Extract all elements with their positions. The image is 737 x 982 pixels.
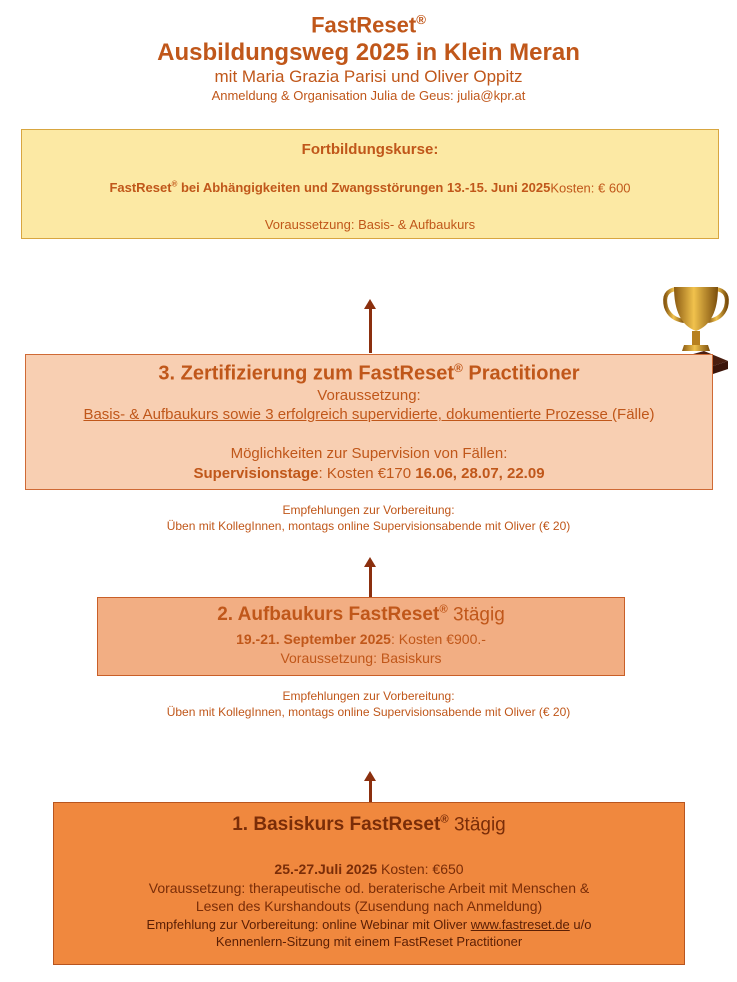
- basiskurs-prereq-2: Lesen des Kurshandouts (Zusendung nach Anmeldung): [195, 898, 543, 914]
- aufbaukurs-date: 19.-21. September 2025: Kosten €900.-: [236, 631, 486, 647]
- zertifizierung-box: [25, 354, 713, 490]
- empfehlung-text: Üben mit KollegInnen, montags online Supervisionsabende mit Oliver (€ 20): [166, 519, 571, 533]
- basiskurs-heading: 1. Basiskurs FastReset® 3tägig: [232, 814, 506, 836]
- empfehlung-block-2: [0, 688, 737, 720]
- basiskurs-box: [53, 802, 685, 965]
- page-header: [0, 6, 737, 105]
- fortbildung-course: FastReset® bei Abhängigkeiten und Zwangsstörungen 13.-15. Juni 2025Kosten: € 600: [109, 180, 631, 196]
- fortbildung-box: [21, 129, 719, 239]
- arrow-up-icon: [369, 308, 372, 353]
- aufbaukurs-prereq: Voraussetzung: Basiskurs: [280, 650, 442, 666]
- empfehlung-block-1: [0, 502, 737, 534]
- empfehlung-text: Üben mit KollegInnen, montags online Supervisionsabende mit Oliver (€ 20): [166, 705, 571, 719]
- supervision-line: Supervisionstage: Kosten €170 16.06, 28.07, 22.09: [193, 465, 545, 482]
- empfehlung-label: Empfehlungen zur Vorbereitung:: [282, 503, 455, 517]
- arrow-up-icon: [369, 566, 372, 597]
- fortbildung-prereq: Voraussetzung: Basis- & Aufbaukurs: [264, 217, 476, 232]
- basiskurs-prereq-1: Voraussetzung: therapeutische od. beraterische Arbeit mit Menschen &: [148, 880, 590, 896]
- supervision-intro: Möglichkeiten zur Supervision von Fällen:: [230, 445, 508, 462]
- fortbildung-heading: Fortbildungskurse:: [301, 141, 439, 158]
- zertifizierung-prereq-label: Voraussetzung:: [317, 387, 421, 404]
- zertifizierung-heading: 3. Zertifizierung zum FastReset® Practitioner: [158, 361, 580, 385]
- page-title: Ausbildungsweg 2025 in Klein Meran: [157, 39, 580, 67]
- brand-title: FastReset®: [311, 12, 426, 38]
- aufbaukurs-box: [97, 597, 625, 676]
- fastreset-link[interactable]: www.fastreset.de: [470, 917, 570, 932]
- page-subtitle: mit Maria Grazia Parisi und Oliver Oppitz: [214, 67, 523, 87]
- organizer-line: Anmeldung & Organisation Julia de Geus: julia@kpr.at: [211, 88, 526, 104]
- basiskurs-date: 25.-27.Juli 2025 Kosten: €650: [274, 861, 464, 877]
- arrow-up-icon: [369, 780, 372, 802]
- aufbaukurs-heading: 2. Aufbaukurs FastReset® 3tägig: [217, 604, 505, 626]
- fortbildung-cost: Kosten: € 600: [550, 180, 631, 196]
- zertifizierung-prereq: Basis- & Aufbaukurs sowie 3 erfolgreich supervidierte, dokumentierte Prozesse (Fälle): [83, 406, 655, 423]
- basiskurs-recommendation: Empfehlung zur Vorbereitung: online Webinar mit Oliver www.fastreset.de u/o: [146, 917, 592, 932]
- basiskurs-recommendation-2: Kennenlern-Sitzung mit einem FastReset Practitioner: [215, 934, 523, 949]
- empfehlung-label: Empfehlungen zur Vorbereitung:: [282, 689, 455, 703]
